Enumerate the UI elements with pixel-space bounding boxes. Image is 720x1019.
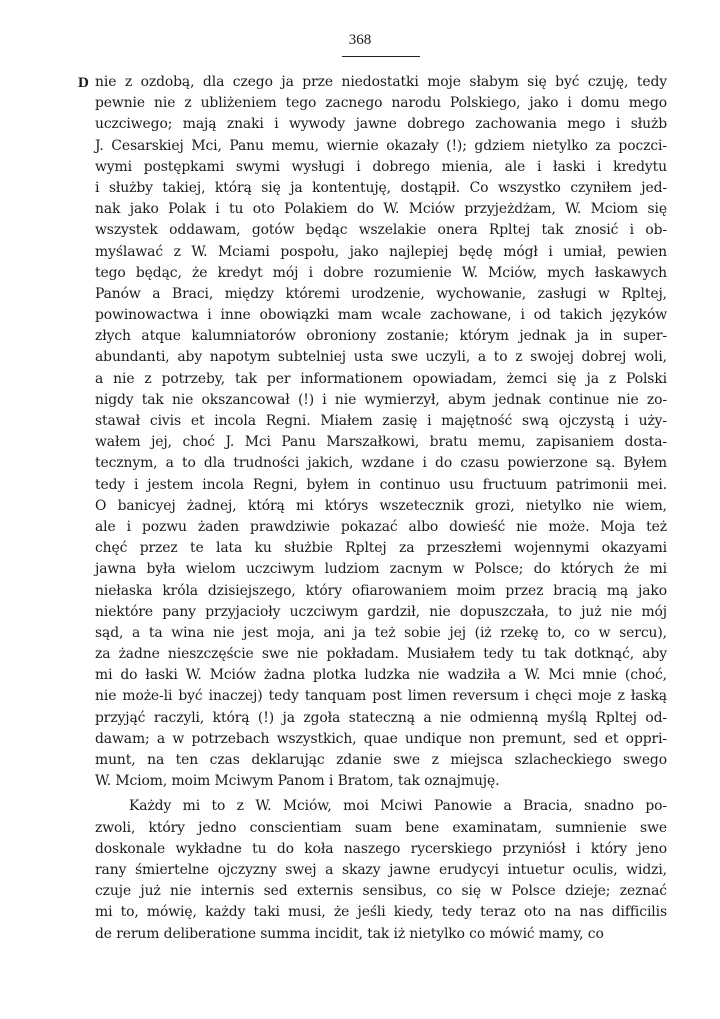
text-line: i służby takiej, którą się ja kontentuję, dostąpił. Co wszystko czyniłem jed-: [95, 179, 667, 196]
text-line: abundanti, aby napotym subtelniej usta swe uczyli, a to z swojej dobrej woli,: [95, 349, 667, 366]
margin-mark: D: [78, 75, 89, 91]
text-line: de rerum deliberatione summa incidit, tak iż nietylko co mówić mamy, co: [95, 925, 604, 942]
text-line: wałem jej, choć J. Mci Panu Marszałkowi, bratu memu, zapisaniem dosta-: [95, 434, 667, 451]
text-line: J. Cesarskiej Mci, Panu memu, wiernie okazały (!); gdziem nietylko za poczci-: [95, 137, 667, 154]
text-line: niełaska króla dzisiejszego, który ofiarowaniem moim przez bracią mą jako: [95, 582, 667, 599]
text-line: O banicyej żadnej, którą mi którys wszetecznik grozi, nietylko nie wiem,: [95, 497, 667, 514]
text-line: tego będąc, że kredyt mój i dobre rozumienie W. Mciów, mych łaskawych: [95, 264, 667, 281]
text-line: doskonale wykładne tu do koła naszego rycerskiego przyniósł i który jeno: [95, 840, 667, 857]
text-line: myślawać z W. Mciami pospołu, jako najlepiej będę mógł i umiał, pewien: [95, 243, 667, 260]
text-line: W. Mciom, moim Mciwym Panom i Bratom, tak oznajmuję.: [95, 773, 500, 790]
paragraph-2: [95, 796, 667, 944]
text-line: chęć przez te lata ku służbie Rpltej za przeszłemi wojennymi okazyami: [95, 540, 667, 557]
text-line: wymi postępkami swymi wysługi i dobrego mienia, ale i łaski i kredytu: [95, 158, 667, 175]
text-line: uczciwego; mają znaki i wywody jawne dobrego zachowania mego i służb: [95, 116, 667, 133]
text-line: dawam; a w potrzebach wszystkich, quae undique non premunt, sed et oppri-: [95, 730, 667, 747]
text-line: tedy i jestem incola Regni, byłem in continuo usu fructuum patrimonii mei.: [95, 476, 667, 493]
text-line: niektóre pany przyjacioły uczciwym gardził, nie dopuszczała, to już nie mój: [95, 603, 667, 620]
text-line: złych atque kalumniatorów obroniony zostanie; którym jednak ja in super-: [95, 328, 667, 345]
body-text: [95, 72, 667, 945]
text-line: a nie z potrzeby, tak per informationem opowiadam, żemci się ja z Polski: [95, 370, 667, 387]
text-line: stawał civis et incola Regni. Miałem zasię i majętność swą ojczystą i uży-: [95, 413, 667, 429]
text-line: rany śmiertelne ojczyzny swej a skazy jawne erudycyi intuetur oculis, widzi,: [95, 861, 667, 878]
text-line: za żadne nieszczęście swe nie pokładam. Musiałem tedy tu tak dotknąć, aby: [95, 646, 667, 663]
text-line: ale i pozwu żaden prawdziwie pokazać albo dowieść nie może. Moja też: [95, 518, 667, 535]
text-line: Każdy mi to z W. Mciów, moi Mciwi Panowie a Bracia, snadno po-: [129, 798, 667, 815]
text-line: nigdy tak nie okszancował (!) i nie wymierzył, abym jednak continue nie zo-: [95, 391, 667, 408]
text-line: nie z ozdobą, dla czego ja prze niedostatki moje słabym się być czuję, tedy: [95, 74, 667, 90]
text-line: Panów a Braci, między któremi urodzenie, wychowanie, zasługi w Rpltej,: [95, 285, 667, 302]
text-line: czuje już nie internis sed externis sensibus, co się w Polsce dzieje; zeznać: [95, 883, 667, 900]
text-line: zwoli, który jedno conscientiam suam bene examinatam, sumnienie swe: [95, 819, 667, 836]
text-line: munt, na ten czas deklarując zdanie swe z miejsca szlacheckiego swego: [95, 752, 667, 768]
text-line: mi do łaski W. Mciów żadna plotka ludzka nie wadziła a W. Mci mnie (choć,: [95, 667, 667, 684]
page-number: 368: [348, 32, 372, 48]
text-line: jawna była wielom uczciwym ludziom zacnym w Polsce; do których że mi: [95, 561, 667, 578]
text-line: powinowactwa i inne obowiązki mam wcale zachowane, i od takich języków: [95, 307, 667, 324]
text-line: nie może-li być inaczej) tedy tanquam post limen reversum i chęci moje z łaską: [95, 688, 667, 705]
page-number-rule: [342, 56, 420, 57]
text-line: mi to, mówię, każdy taki musi, że jeśli kiedy, tedy teraz oto na nas difficilis: [95, 904, 667, 921]
text-line: wszystek oddawam, gotów będąc wszelakie onera Rpltej tak znosić i ob-: [95, 222, 667, 239]
text-line: tecznym, a to dla trudności jakich, wzdane i do czasu powierzone są. Byłem: [95, 455, 667, 472]
text-line: przyjąć raczyli, którą (!) ja zgoła stateczną a nie odmienną myślą Rpltej od-: [95, 709, 667, 726]
paragraph-1: [95, 72, 667, 792]
text-line: sąd, a ta wina nie jest moja, ani ja też sobie jej (iż rzekę to, co w sercu),: [95, 624, 667, 641]
text-line: pewnie nie z ubliżeniem tego zacnego narodu Polskiego, jako i domu mego: [95, 95, 667, 112]
text-line: nak jako Polak i tu oto Polakiem do W. Mciów przyjeżdżam, W. Mciom się: [95, 201, 667, 218]
